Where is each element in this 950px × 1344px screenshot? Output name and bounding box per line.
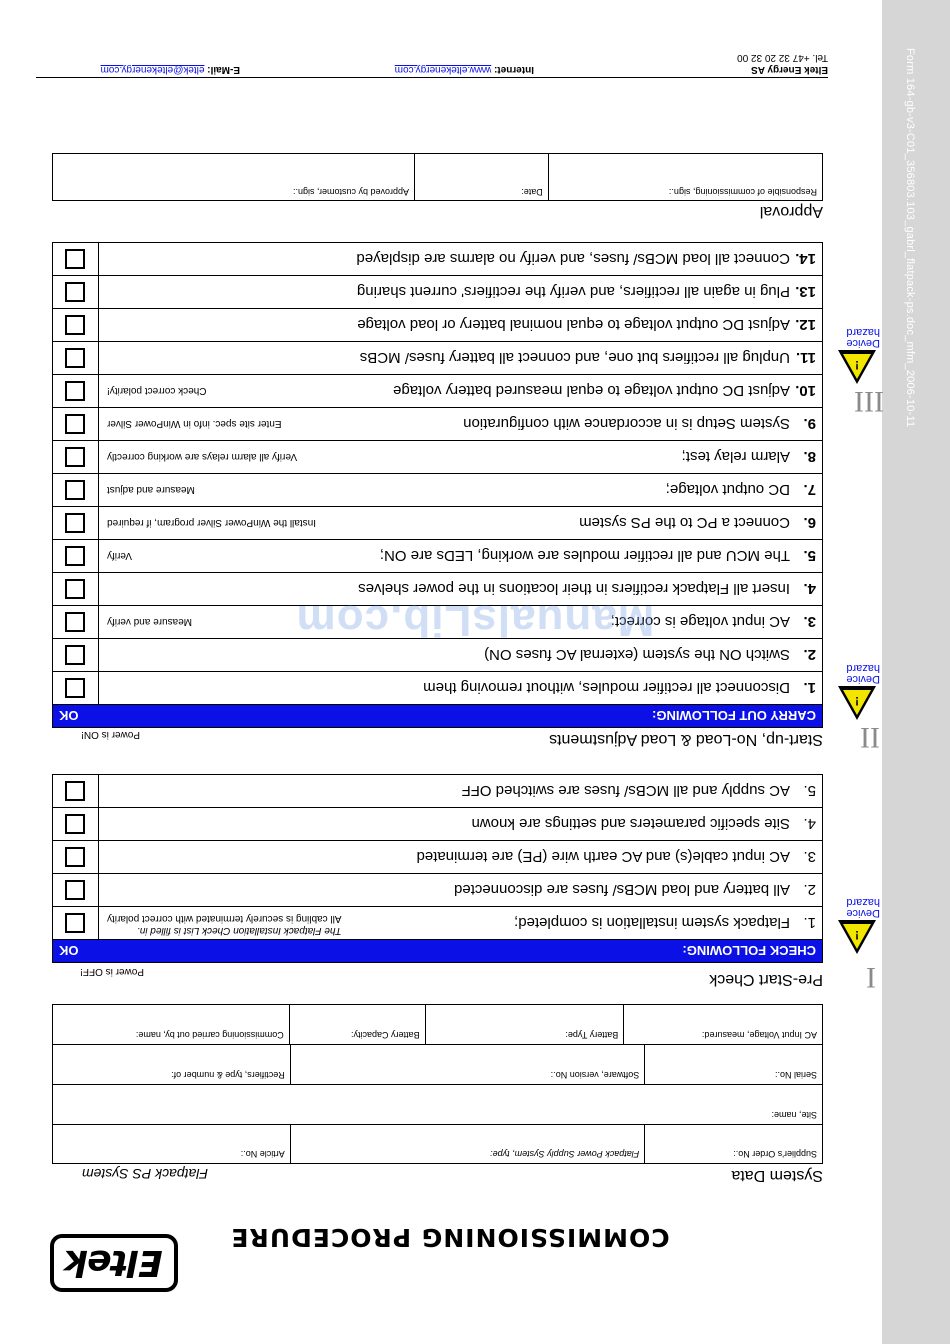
checklist-row <box>53 841 822 874</box>
checklist-row <box>53 907 822 940</box>
ok-column-label: OK <box>59 708 79 724</box>
item-number: 9. <box>803 415 816 433</box>
item-text: System Setup is in accordance with configuration <box>463 415 790 433</box>
item-number: 14. <box>795 250 816 268</box>
email-label: E-Mail: <box>207 64 240 75</box>
internet-label: Internet: <box>494 64 534 75</box>
item-number: 1. <box>803 914 816 932</box>
logo-text: Eltek <box>65 1242 163 1284</box>
item-number: 12. <box>795 316 816 334</box>
item-number: 13. <box>795 283 816 301</box>
item-number: 4. <box>803 580 816 598</box>
checklist-row <box>53 874 822 907</box>
responsible-sign-field[interactable]: Responsible of commissioning, sign.: <box>548 154 822 200</box>
item-text: Connect all load MCBs/ fuses, and verify no alarms are displayed <box>356 250 790 268</box>
battery-type-field[interactable]: Battery Type: <box>425 1005 624 1045</box>
item-number: 1. <box>803 679 816 697</box>
ok-checkbox[interactable] <box>66 814 86 834</box>
hazard-triangle-icon: ! <box>838 686 876 720</box>
item-number: 5. <box>803 782 816 800</box>
item-text: Unplug all rectifiers but one, and connect all battery fuses/ MCBs <box>359 349 790 367</box>
article-field[interactable]: Article No.: <box>53 1125 291 1164</box>
ok-checkbox[interactable] <box>66 513 86 533</box>
ok-checkbox[interactable] <box>66 414 86 434</box>
item-text: Adjust DC output voltage to equal nominal battery or load voltage <box>357 316 790 334</box>
item-text: Adjust DC output voltage to equal measured battery voltage <box>393 382 790 400</box>
checklist-row <box>53 808 822 841</box>
device-hazard-warning-3 <box>834 326 880 384</box>
item-text: AC input cable(s) and AC earth wire (PE) are terminated <box>416 848 790 866</box>
item-text: Insert all Flatpack rectifiers in their locations in the power shelves <box>358 580 790 598</box>
item-note <box>107 912 342 936</box>
checklist-row <box>53 375 822 408</box>
item-number: 2. <box>803 646 816 664</box>
item-text: Alarm relay test; <box>681 448 790 466</box>
item-text: Plug in again all rectifiers, and verify the rectifiers' current sharing <box>356 283 790 301</box>
power-off-note: Power is OFF! <box>80 966 144 977</box>
side-strip <box>882 0 950 1344</box>
startup-heading: Start-up, No-Load & Load Adjustments <box>549 731 823 748</box>
company-tel: Tel. +47 32 20 32 00 <box>737 52 828 63</box>
startup-checklist <box>52 242 823 728</box>
item-text: AC supply and all MCBs/ fuses are switched OFF <box>461 782 790 800</box>
ok-checkbox[interactable] <box>66 381 86 401</box>
footer-email <box>101 63 240 75</box>
item-number: 10. <box>795 382 816 400</box>
check-following-bar <box>53 940 822 962</box>
item-note: Measure and verify <box>107 616 193 628</box>
item-text: The MCU and all rectifier modules are working, LEDs are ON; <box>379 547 790 565</box>
section-iii-numeral: III <box>854 385 884 418</box>
checklist-row <box>53 276 822 309</box>
item-note: Measure and adjust <box>107 484 195 496</box>
item-number: 4. <box>803 815 816 833</box>
ok-checkbox[interactable] <box>66 546 86 566</box>
serial-field[interactable]: Serial No.: <box>645 1045 823 1085</box>
ok-checkbox[interactable] <box>66 447 86 467</box>
pre-start-checklist <box>52 774 823 963</box>
item-number: 6. <box>803 514 816 532</box>
battery-capacity-field[interactable]: Battery Capacity: <box>289 1005 425 1045</box>
customer-approval-field[interactable]: Approved by customer, sign.: <box>292 187 410 197</box>
item-note: Enter site spec. info in WinPower Silver <box>107 418 282 430</box>
approval-table <box>52 153 823 201</box>
ac-input-field[interactable]: AC Input Voltage, measured: <box>624 1005 823 1045</box>
ok-checkbox[interactable] <box>66 249 86 269</box>
item-text: All battery and load MCBs/ fuses are disconnected <box>453 881 790 899</box>
check-following-label: CHECK FOLLOWING: <box>682 943 816 959</box>
rectifiers-field[interactable]: Rectifiers, type & number of: <box>53 1045 291 1085</box>
note-line: The Flatpack Installation Check List is filled in. <box>137 925 342 936</box>
ok-column-label: OK <box>59 943 79 959</box>
page-title: COMMISSIONING PROCEDURE <box>230 1223 670 1252</box>
company-name: Eltek Energy AS <box>751 64 828 75</box>
hazard-label: Device hazard <box>846 896 880 919</box>
item-number: 5. <box>803 547 816 565</box>
carry-out-bar <box>53 705 822 727</box>
item-number: 3. <box>803 613 816 631</box>
item-number: 2. <box>803 881 816 899</box>
site-name-field[interactable]: Site, name: <box>53 1085 823 1125</box>
checklist-row <box>53 408 822 441</box>
power-on-note: Power is ON! <box>81 729 140 740</box>
watermark: ManualsLib.com <box>295 596 655 645</box>
item-text: Connect a PC to the PS system <box>579 514 790 532</box>
approval-heading: Approval <box>759 203 823 220</box>
system-data-heading: System Data <box>731 1167 823 1184</box>
website-link[interactable]: www.eltekenergy.com <box>394 64 492 75</box>
ok-checkbox[interactable] <box>66 348 86 368</box>
system-data-table-2 <box>52 1004 823 1045</box>
ok-checkbox[interactable] <box>66 282 86 302</box>
pre-start-heading: Pre-Start Check <box>709 971 823 988</box>
checklist-row <box>53 243 822 276</box>
item-number: 7. <box>803 481 816 499</box>
ok-checkbox[interactable] <box>66 880 86 900</box>
checklist-row <box>53 309 822 342</box>
section-i-numeral: I <box>866 961 876 994</box>
checklist-row <box>53 775 822 808</box>
device-hazard-warning-1 <box>834 896 880 954</box>
item-number: 8. <box>803 448 816 466</box>
item-text: Disconnect all rectifier modules, without removing them <box>423 679 790 697</box>
ok-checkbox[interactable] <box>66 847 86 867</box>
ok-checkbox[interactable] <box>66 480 86 500</box>
footer-internet <box>395 63 534 75</box>
item-text: AC input voltage is correct; <box>610 613 790 631</box>
hazard-triangle-icon: ! <box>838 350 876 384</box>
item-note: Check correct polarity! <box>107 385 207 397</box>
note-line: All cabling is securely terminated with correct polarity <box>107 913 342 924</box>
hazard-triangle-icon: ! <box>838 920 876 954</box>
hazard-label: Device hazard <box>846 662 880 685</box>
ok-checkbox[interactable] <box>66 678 86 698</box>
item-text: DC output voltage; <box>665 481 790 499</box>
ok-checkbox[interactable] <box>66 315 86 335</box>
checklist-row <box>53 474 822 507</box>
carry-out-label: CARRY OUT FOLLOWING: <box>652 708 816 724</box>
section-ii-numeral: II <box>860 721 880 754</box>
suppliers-order-field[interactable]: Supplier's Order No.: <box>645 1125 823 1164</box>
commissioned-by-field[interactable]: Commissioning carried out by, name: <box>53 1005 290 1045</box>
item-note: Verify all alarm relays are working correctly <box>107 451 298 463</box>
checklist-row <box>53 507 822 540</box>
checklist-row <box>53 672 822 705</box>
ok-checkbox[interactable] <box>66 781 86 801</box>
date-field[interactable]: Date: <box>414 154 548 200</box>
item-text: Switch ON the system (external AC fuses ON) <box>484 646 790 664</box>
email-link[interactable]: eltek@eltekenergy.com <box>100 64 205 75</box>
ok-checkbox[interactable] <box>66 913 86 933</box>
software-field[interactable]: Software, version No.: <box>290 1045 645 1085</box>
checklist-row <box>53 441 822 474</box>
item-number: 3. <box>803 848 816 866</box>
checklist-row <box>53 342 822 375</box>
system-data-table <box>52 1044 823 1164</box>
item-note: Install the WinPower Silver program, if required <box>107 517 316 529</box>
ps-type-field[interactable]: Flatpack Power Supply System, type: <box>290 1125 645 1164</box>
device-hazard-warning-2 <box>834 662 880 720</box>
footer-divider <box>36 77 828 78</box>
product-name: Flatpack PS System <box>81 1166 208 1182</box>
item-text: Flatpack system installation is completed; <box>514 914 790 932</box>
item-number: 11. <box>795 349 816 367</box>
hazard-label: Device hazard <box>846 326 880 349</box>
item-text: Site specific parameters and settings are known <box>471 815 790 833</box>
item-note: Verify <box>107 550 133 562</box>
checklist-row <box>53 540 822 573</box>
ok-checkbox[interactable] <box>66 645 86 665</box>
form-id: Form 164-gb-v3-C01_356803.103_gabrl_flatpack-ps.doc_mfm_2006-10-11 <box>904 48 916 428</box>
eltek-logo <box>50 1234 178 1292</box>
footer-company <box>737 51 828 75</box>
